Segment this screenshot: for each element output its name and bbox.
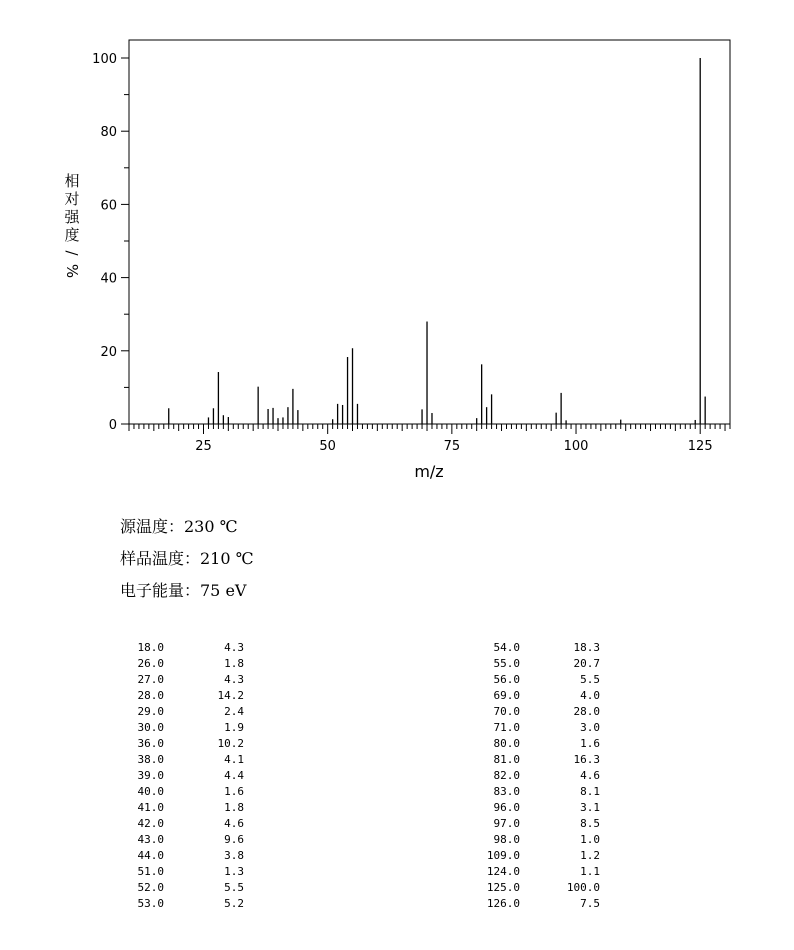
mz-value: 27.0 — [137, 673, 164, 686]
mz-value: 51.0 — [137, 865, 164, 878]
y-axis-title — [63, 172, 81, 278]
intensity-value: 5.5 — [580, 673, 600, 686]
intensity-value: 28.0 — [573, 705, 600, 718]
intensity-value: 20.7 — [573, 657, 600, 670]
mz-value: 71.0 — [493, 721, 520, 734]
intensity-value: 2.4 — [224, 705, 244, 718]
mz-value: 52.0 — [137, 881, 164, 894]
intensity-value: 5.5 — [224, 881, 244, 894]
y-axis-title-char: 相 — [64, 172, 80, 190]
intensity-value: 8.5 — [580, 817, 600, 830]
intensity-value: 14.2 — [217, 689, 244, 702]
mz-value: 98.0 — [493, 833, 520, 846]
y-axis-title-char: 强 — [64, 208, 80, 226]
y-tick-label: 80 — [100, 125, 117, 141]
intensity-value: 7.5 — [580, 897, 600, 910]
y-tick-label: 40 — [100, 271, 117, 287]
y-axis-title-char: / — [63, 250, 81, 256]
intensity-value: 8.1 — [580, 785, 600, 798]
x-axis — [129, 424, 730, 454]
mz-value: 55.0 — [493, 657, 520, 670]
electron-energy: 电子能量：75 eV — [120, 581, 247, 600]
x-axis-title: m/z — [414, 462, 444, 481]
intensity-value: 1.2 — [580, 849, 600, 862]
y-tick-label: 100 — [92, 52, 117, 67]
intensity-value: 10.2 — [217, 737, 244, 750]
mz-value: 126.0 — [486, 897, 520, 910]
x-tick-label: 25 — [195, 439, 212, 454]
mz-value: 53.0 — [137, 897, 164, 910]
y-tick-label: 0 — [108, 418, 117, 433]
intensity-value: 1.6 — [580, 737, 600, 750]
mz-value: 29.0 — [137, 705, 164, 718]
mz-value: 97.0 — [493, 817, 520, 830]
intensity-value: 5.2 — [224, 897, 244, 910]
intensity-value: 1.1 — [580, 865, 600, 878]
mz-value: 70.0 — [493, 705, 520, 718]
intensity-value: 3.1 — [580, 801, 600, 814]
mz-value: 28.0 — [137, 689, 164, 702]
mz-value: 18.0 — [137, 641, 164, 654]
mz-value: 54.0 — [493, 641, 520, 654]
mz-value: 36.0 — [137, 737, 164, 750]
mz-value: 69.0 — [493, 689, 520, 702]
intensity-value: 4.1 — [224, 753, 244, 766]
mz-value: 81.0 — [493, 753, 520, 766]
mz-value: 56.0 — [493, 673, 520, 686]
mz-value: 40.0 — [137, 785, 164, 798]
mz-value: 80.0 — [493, 737, 520, 750]
intensity-value: 4.6 — [224, 817, 244, 830]
source-temperature: 源温度：230 ℃ — [120, 517, 238, 536]
intensity-value: 4.4 — [224, 769, 244, 782]
intensity-value: 4.3 — [224, 641, 244, 654]
y-tick-label: 20 — [100, 344, 117, 360]
x-tick-label: 50 — [319, 439, 336, 454]
mz-value: 125.0 — [486, 881, 520, 894]
intensity-value: 3.8 — [224, 849, 244, 862]
mz-value: 82.0 — [493, 769, 520, 782]
intensity-value: 3.0 — [580, 721, 600, 734]
intensity-value: 1.9 — [224, 721, 244, 734]
x-tick-label: 75 — [443, 439, 461, 454]
mz-value: 30.0 — [137, 721, 164, 734]
intensity-value: 1.8 — [224, 657, 244, 670]
intensity-value: 1.6 — [224, 785, 244, 798]
mz-value: 41.0 — [137, 801, 164, 814]
mz-value: 26.0 — [137, 657, 164, 670]
intensity-value: 4.6 — [580, 769, 600, 782]
intensity-value: 4.3 — [224, 673, 244, 686]
y-axis — [92, 52, 129, 433]
mz-value: 42.0 — [137, 817, 164, 830]
mz-value: 83.0 — [493, 785, 520, 798]
mz-value: 39.0 — [137, 769, 164, 782]
intensity-value: 1.3 — [224, 865, 244, 878]
intensity-value: 100.0 — [566, 881, 600, 894]
y-axis-title-char: % — [63, 263, 81, 279]
intensity-value: 18.3 — [573, 641, 600, 654]
x-tick-label: 100 — [563, 439, 589, 454]
mz-value: 38.0 — [137, 753, 164, 766]
mz-value: 43.0 — [137, 833, 164, 846]
intensity-value: 4.0 — [580, 689, 600, 702]
y-tick-label: 60 — [100, 198, 117, 214]
mz-value: 96.0 — [493, 801, 520, 814]
sample-temperature: 样品温度：210 ℃ — [120, 549, 254, 568]
intensity-value: 16.3 — [573, 753, 600, 766]
y-axis-title-char: 对 — [64, 190, 80, 208]
plot-frame — [129, 40, 730, 424]
peak-bars — [169, 58, 705, 424]
intensity-value: 1.0 — [580, 833, 600, 846]
x-tick-label: 125 — [687, 439, 713, 454]
intensity-value: 1.8 — [224, 801, 244, 814]
mz-value: 109.0 — [486, 849, 520, 862]
y-axis-title-char: 度 — [64, 226, 80, 244]
mz-value: 124.0 — [486, 865, 520, 878]
mz-value: 44.0 — [137, 849, 164, 862]
intensity-value: 9.6 — [224, 833, 244, 846]
